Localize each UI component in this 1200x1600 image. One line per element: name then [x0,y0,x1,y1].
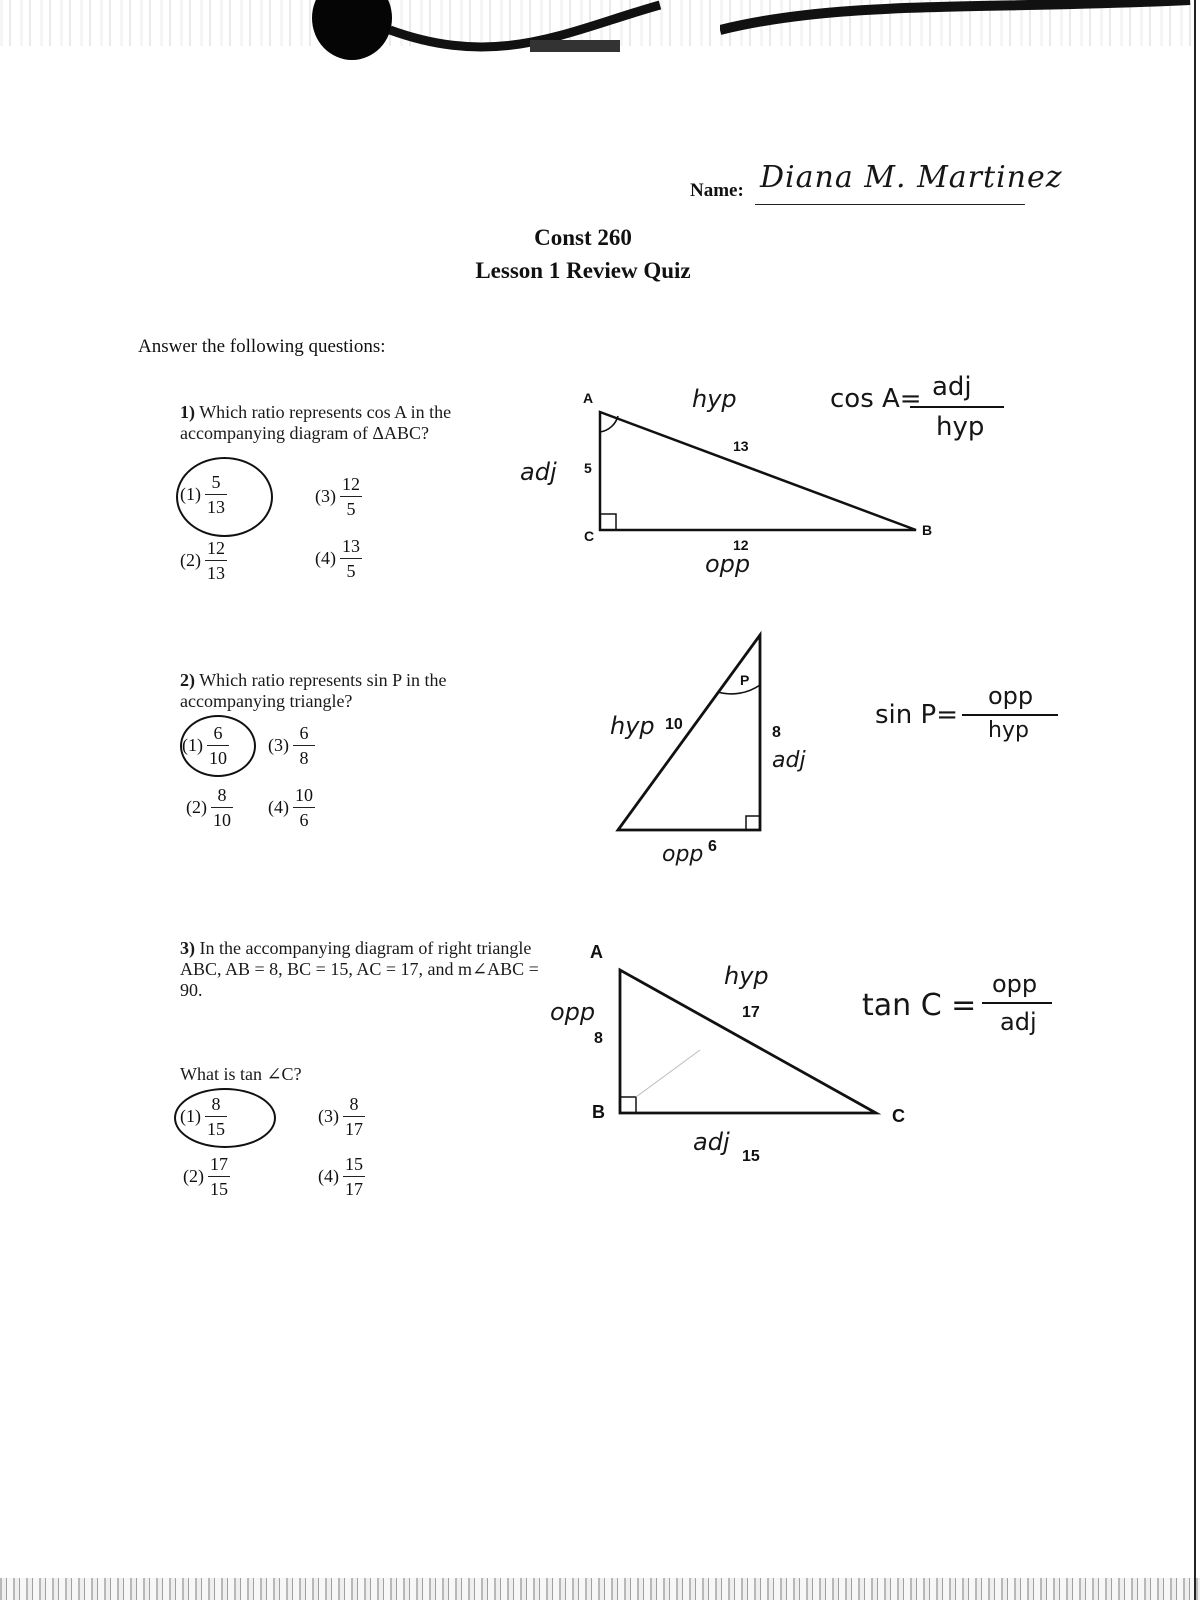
q1-option-4[interactable] [315,536,362,581]
q3-text [180,938,560,1001]
q2-option-2-den: 10 [213,810,231,830]
q2-option-3[interactable] [268,723,315,768]
q3-formula-num: opp [992,970,1038,998]
q3-side-bc: 15 [742,1148,760,1165]
q1-answer-circle [176,457,273,537]
q3-note-adj: adj [693,1128,730,1156]
q2-option-4-num: 10 [295,785,313,805]
q3-option-2-num: 17 [210,1154,228,1174]
q1-number: 1) [180,402,195,422]
q1-option-2-den: 13 [207,563,225,583]
q2-formula-bar [962,714,1058,716]
q3-vertex-c: C [892,1106,905,1126]
q1-vertex-b: B [922,522,933,538]
q3-side-ac: 17 [742,1004,760,1021]
q2-side-hyp: 10 [665,716,683,733]
q3-vertex-a: A [590,942,603,962]
q3-question: In the accompanying diagram of right triangle ABC, AB = 8, BC = 15, AC = 17, and m∠ABC = 90. [180,938,539,1000]
q3-side-ab: 8 [594,1030,603,1047]
q3-formula-bar [982,1002,1052,1004]
q3-option-1-num: 8 [211,1094,221,1114]
q1-option-1-num: 5 [211,472,221,492]
q3-note-hyp: hyp [724,962,769,990]
q2-option-3-num: 6 [299,723,309,743]
q1-option-3[interactable] [315,474,362,519]
q2-option-4-label: (4) [268,797,289,817]
q1-note-hyp: hyp [692,385,737,413]
q3-option-1-den: 15 [207,1119,225,1139]
q1-triangle-diagram [560,390,933,550]
q3-option-2-den: 15 [210,1179,228,1199]
q1-option-4-num: 13 [342,536,360,556]
q3-option-3-den: 17 [345,1119,363,1139]
q1-option-1-label: (1) [180,484,201,504]
course-title: Const 260 [534,225,632,250]
name-underline [755,204,1025,205]
q2-answer-circle [180,715,256,777]
q2-option-2-label: (2) [186,797,207,817]
name-label: Name: [690,180,744,201]
q3-option-2[interactable] [183,1154,230,1199]
q2-side-base: 6 [708,838,717,855]
q3-option-1-label: (1) [180,1106,201,1126]
q1-vertex-a: A [583,390,594,406]
q3-option-3-label: (3) [318,1106,339,1126]
q1-vertex-c: C [584,528,595,544]
q3-option-3[interactable] [318,1094,365,1139]
q2-vertex-p: P [740,672,750,688]
quiz-title: Lesson 1 Review Quiz [475,258,691,283]
q2-option-2-num: 8 [217,785,227,805]
q3-number: 3) [180,938,195,958]
q1-note-adj: adj [520,458,557,486]
q2-number: 2) [180,670,195,690]
q3-option-4-num: 15 [345,1154,363,1174]
headphone-cable-shadow [300,0,670,70]
q1-note-opp: opp [705,550,751,578]
q2-formula-den: hyp [988,718,1029,743]
q2-formula-num: opp [988,682,1034,710]
q2-formula-left: sin P= [875,700,958,730]
q3-note-opp: opp [550,998,596,1026]
q1-option-3-label: (3) [315,486,336,506]
q1-option-3-den: 5 [346,499,356,519]
q2-text [180,670,510,712]
q2-option-3-den: 8 [299,748,309,768]
q2-side-vert: 8 [772,724,781,741]
q3-vertex-b: B [592,1102,605,1122]
q1-option-3-num: 12 [342,474,360,494]
q1-text [180,402,510,444]
q1-side-cb: 12 [733,537,749,553]
q2-option-1-den: 10 [209,748,227,768]
q3-answer-circle [174,1088,276,1148]
q1-formula-num: adj [932,372,972,402]
q2-option-2[interactable] [186,785,233,830]
q3-option-4[interactable] [318,1154,365,1199]
q3-formula-den: adj [1000,1008,1037,1036]
q2-question: Which ratio represents sin P in the accompanying triangle? [180,670,447,711]
instructions: Answer the following questions: [138,336,386,357]
q1-formula-bar [910,406,1004,408]
q1-option-2-label: (2) [180,550,201,570]
q2-note-opp: opp [662,842,704,867]
q2-option-4[interactable] [268,785,315,830]
q1-question: Which ratio represents cos A in the accompanying diagram of ΔABC? [180,402,452,443]
q2-option-4-den: 6 [299,810,309,830]
q2-note-hyp: hyp [610,712,655,740]
q2-option-1-label: (1) [182,735,203,755]
q1-option-1-den: 13 [207,497,225,517]
cable-shadow [720,0,1200,40]
q1-side-ab: 13 [733,438,749,454]
q2-option-3-label: (3) [268,735,289,755]
q1-side-ac: 5 [584,460,592,476]
q1-option-2-num: 12 [207,538,225,558]
signature: Diana M. Martinez [760,160,1063,195]
q1-option-2[interactable] [180,538,227,583]
q2-option-1-num: 6 [213,723,223,743]
q3-subquestion: What is tan ∠C? [180,1064,302,1084]
q3-option-4-den: 17 [345,1179,363,1199]
q3-option-2-label: (2) [183,1166,204,1186]
q1-formula-left: cos A= [830,384,922,414]
q2-note-adj: adj [772,748,806,773]
q3-option-4-label: (4) [318,1166,339,1186]
q1-option-4-den: 5 [346,561,356,581]
q1-option-4-label: (4) [315,548,336,568]
scan-edge-bottom [0,1578,1200,1600]
q1-formula-den: hyp [936,412,985,442]
q3-formula-left: tan C = [862,988,977,1023]
page-edge [1194,0,1196,1600]
q3-option-3-num: 8 [349,1094,359,1114]
